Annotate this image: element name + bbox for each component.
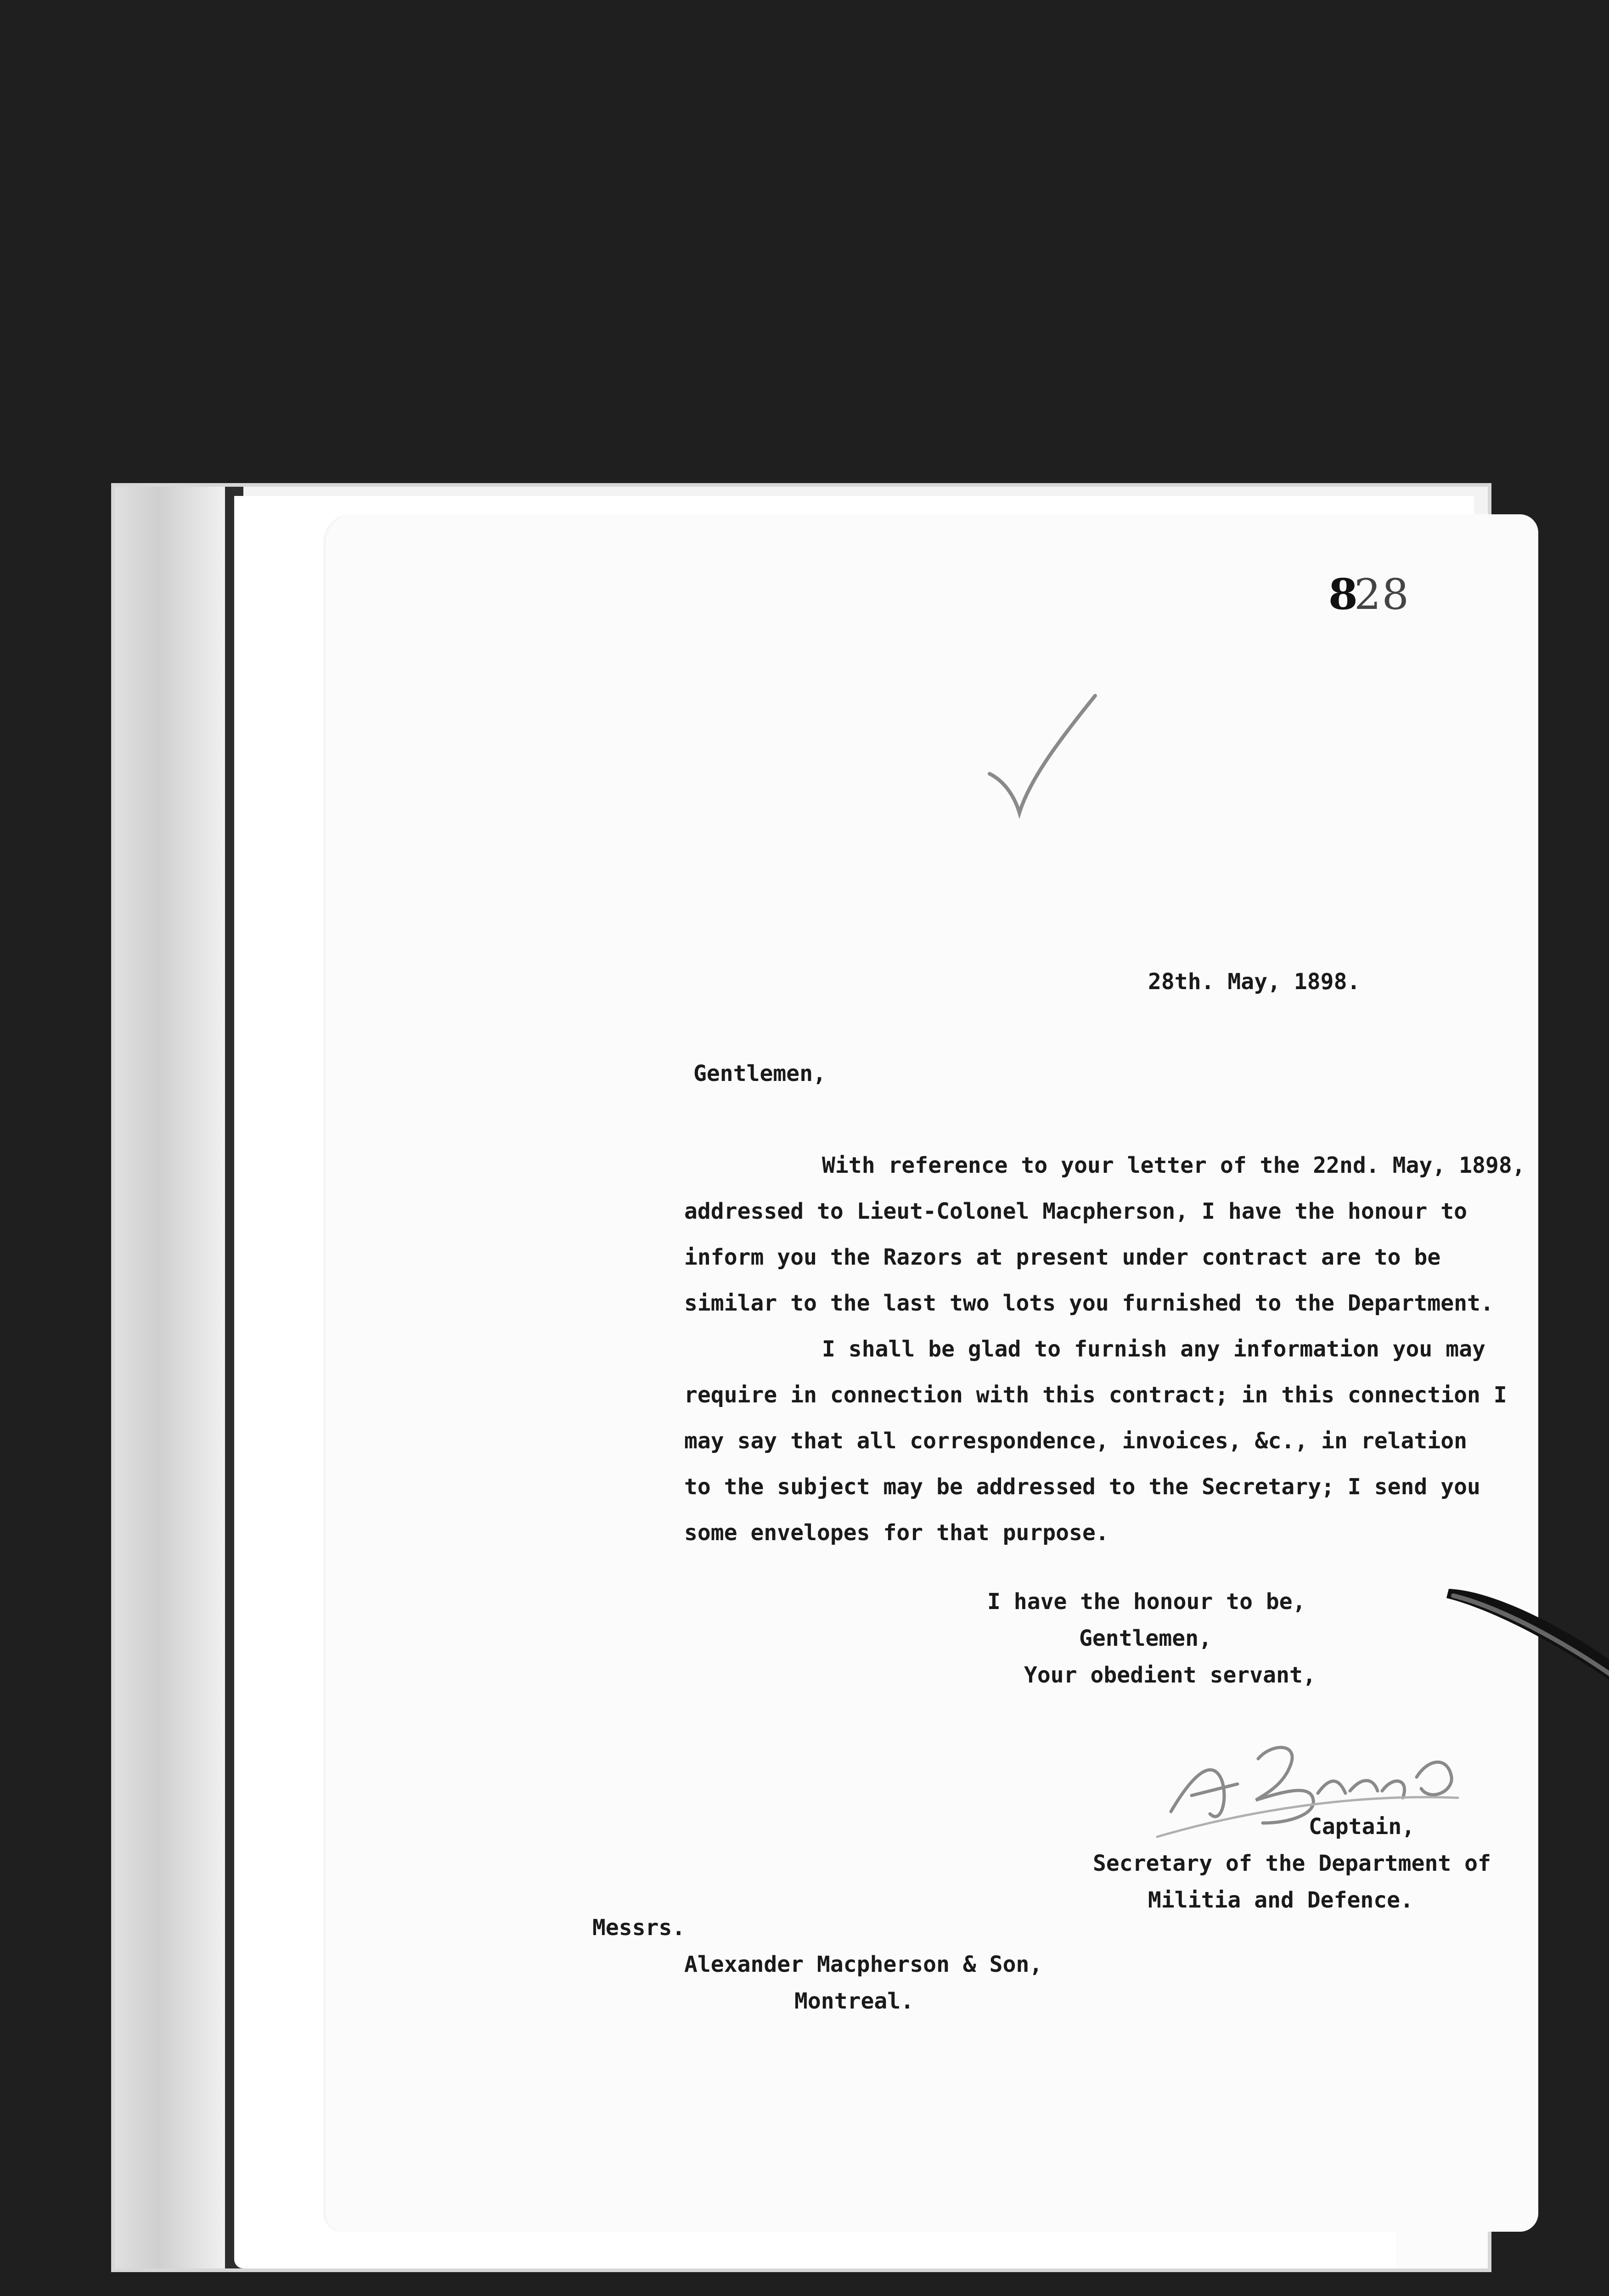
letter-date: 28th. May, 1898. (1148, 969, 1361, 995)
pen-icon (1446, 1580, 1609, 1717)
signature-title: Militia and Defence. (1148, 1887, 1413, 1913)
body-line: With reference to your letter of the 22nd. May, 1898, (822, 1153, 1525, 1178)
body-line: I shall be glad to furnish any information you may (822, 1336, 1485, 1362)
closing-line: Gentlemen, (1079, 1626, 1212, 1651)
body-line: inform you the Razors at present under contract are to be (684, 1244, 1441, 1270)
body-line: similar to the last two lots you furnished to the Department. (684, 1290, 1494, 1316)
closing-line: Your obedient servant, (1024, 1662, 1316, 1688)
recipient-line: Messrs. (592, 1915, 686, 1941)
recipient-line: Alexander Macpherson & Son, (684, 1952, 1043, 1977)
recipient-line: Montreal. (794, 1988, 914, 2014)
scan-frame (115, 487, 1525, 2268)
page-number-rest: 28 (1354, 570, 1410, 619)
closing-line: I have the honour to be, (987, 1589, 1306, 1615)
body-line: to the subject may be addressed to the Secretary; I send you (684, 1474, 1480, 1500)
signature-title: Secretary of the Department of (1093, 1851, 1491, 1876)
signature-title: Captain, (1309, 1814, 1415, 1840)
page-edge (115, 487, 225, 2268)
letter-page (326, 514, 1538, 2232)
body-line: require in connection with this contract; in this connection I (684, 1382, 1507, 1408)
body-line: addressed to Lieut-Colonel Macpherson, I have the honour to (684, 1199, 1468, 1224)
page-number-bold-digit: 8 (1328, 569, 1359, 619)
body-line: some envelopes for that purpose. (684, 1520, 1109, 1546)
letter-salutation: Gentlemen, (693, 1061, 826, 1086)
letter-text (326, 514, 1538, 2232)
body-line: may say that all correspondence, invoices, &c., in relation (684, 1428, 1468, 1454)
